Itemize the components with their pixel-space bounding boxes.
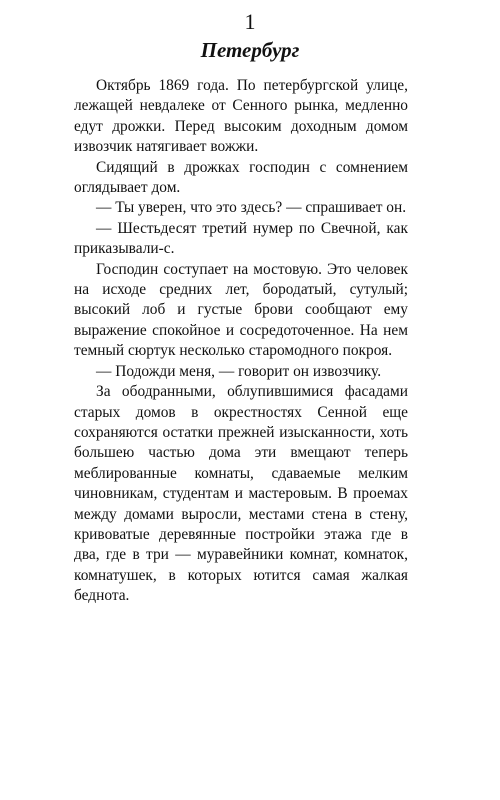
paragraph: Октябрь 1869 года. По петербургской улице, лежащей невдалеке от Сенного рынка, медленно едут дрожки. Перед высоким доходным домом извозчик натягивает вожжи. — [74, 77, 408, 156]
chapter-title: Петербург — [200, 38, 300, 62]
chapter-number: 1 — [244, 9, 256, 34]
paragraph: За ободранными, облупившимися фасадами старых домов в окрестностях Сенной еще сохраняются остатки прежней изысканности, хоть большею частью дома эти вмещают теперь меблированные комнаты, сдаваемые мелким чиновникам, студентам и мастеровым. В проемах между домами выросли, местами стена в стену, кривоватые деревянные постройки этажа где в два, где в три — муравейники комнат, комнаток, комнатушек, в которых ютится самая жалкая беднота. — [74, 383, 408, 605]
chapter-body — [74, 76, 408, 607]
paragraph: Сидящий в дрожках господин с сомнением оглядывает дом. — [74, 158, 408, 197]
dialogue-line: — Шестьдесят третий нумер по Свечной, как приказывали-с. — [74, 219, 408, 258]
paragraph: Господин соступает на мостовую. Это человек на исходе средних лет, бородатый, сутулый; высокий лоб и густые брови сообщают ему выражение спокойное и сосредоточенное. На нем темный сюртук несколько старомодного покроя. — [74, 260, 408, 360]
dialogue-line: — Подожди меня, — говорит он извозчику. — [96, 362, 382, 380]
dialogue-line: — Ты уверен, что это здесь? — спрашивает он. — [96, 199, 407, 217]
